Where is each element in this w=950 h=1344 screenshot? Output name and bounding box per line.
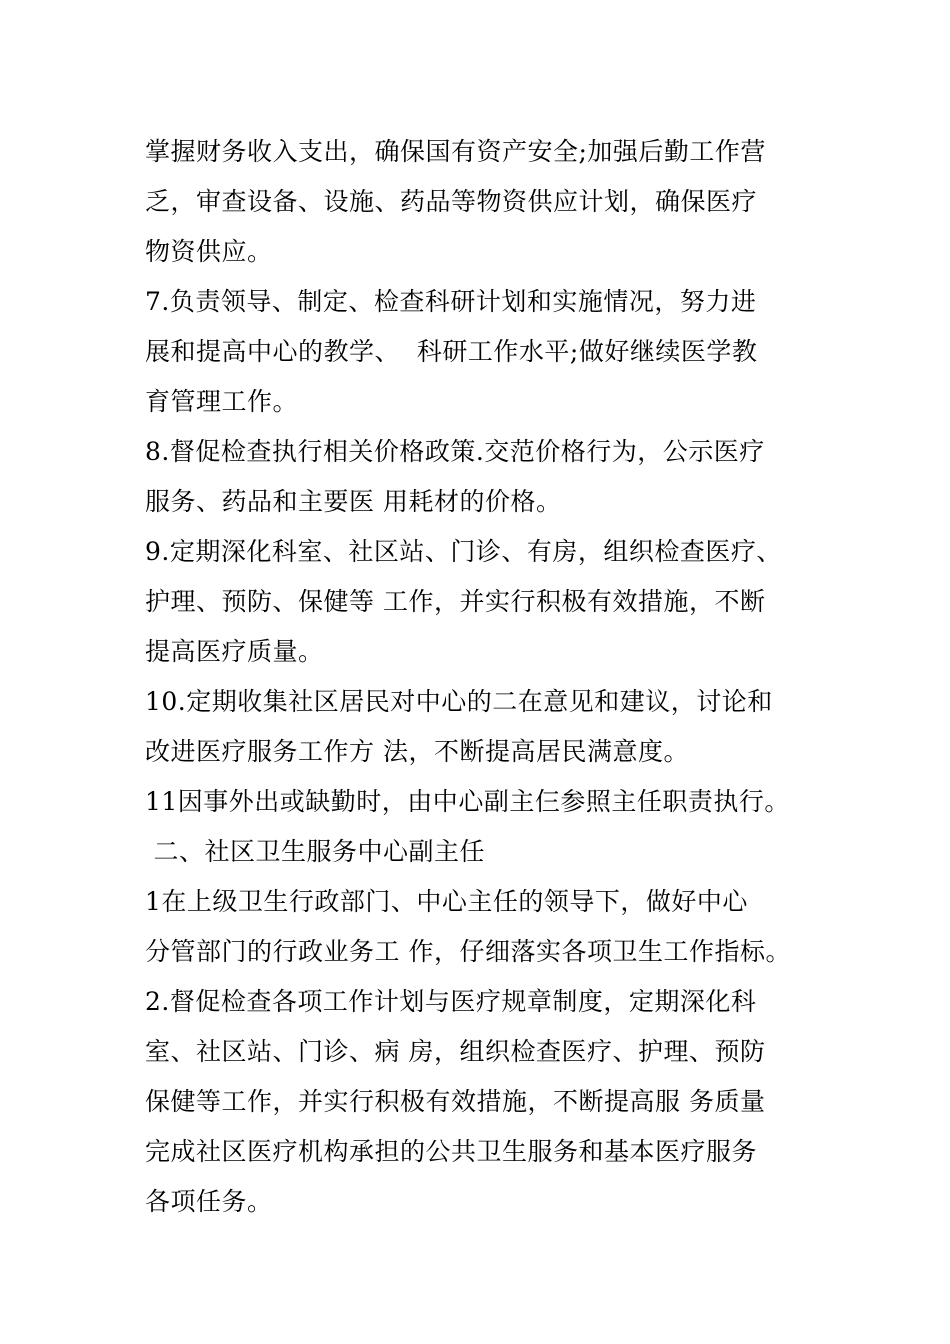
text-line: 分管部门的行政业务工 作，仔细落实各项卫生工作指标。 — [145, 937, 791, 966]
text-line: 物资供应。 — [145, 237, 273, 266]
text-line: 服务、药品和主要医 用耗材的价格。 — [145, 487, 562, 516]
text-line: 提高医疗质量。 — [145, 637, 324, 666]
text-line: 护理、预防、保健等 工作，并实行积极有效措施，不断 — [145, 587, 766, 616]
text-line: 改进医疗服务工作方 法，不断提高居民满意度。 — [145, 737, 689, 766]
text-line: 11因事外出或缺勤时，由中心副主仨参照主任职责执行。 — [145, 787, 790, 816]
text-line: 乏，审查设备、设施、药品等物资供应计划，确保医疗 — [145, 187, 758, 216]
section-heading: 二、社区卫生服务中心副主任 — [145, 837, 485, 866]
text-line: 保健等工作，并实行积极有效措施，不断提高服 务质量 — [145, 1087, 766, 1116]
text-line: 2.督促检查各项工作计划与医疗规章制度，定期深化科 — [145, 987, 757, 1016]
text-line: 完成社区医疗机构承担的公共卫生服务和基本医疗服务 — [145, 1137, 758, 1166]
text-line: 育管理工作。 — [145, 387, 299, 416]
text-line: 掌握财务收入支出，确保国有资产安全;加强后勤工作营 — [145, 137, 766, 166]
text-line: 室、社区站、门诊、病 房，组织检查医疗、护理、预防 — [145, 1037, 766, 1066]
text-line: 展和提高中心的教学、 科研工作水平;做好继续医学教 — [145, 337, 758, 366]
text-line: 8.督促检查执行相关价格政策.交范价格行为，公示医疗 — [145, 437, 765, 466]
text-line: 7.负责领导、制定、检查科研计划和实施情况，努力进 — [145, 287, 757, 316]
text-line: 各项任务。 — [145, 1187, 273, 1216]
text-line: 10.定期收集社区居民对中心的二在意见和建议，讨论和 — [145, 687, 773, 716]
text-line: 1在上级卫生行政部门、中心主任的领导下，做好中心 — [145, 887, 748, 916]
text-line: 9.定期深化科室、社区站、门诊、有房，组织检查医疗、 — [145, 537, 782, 566]
